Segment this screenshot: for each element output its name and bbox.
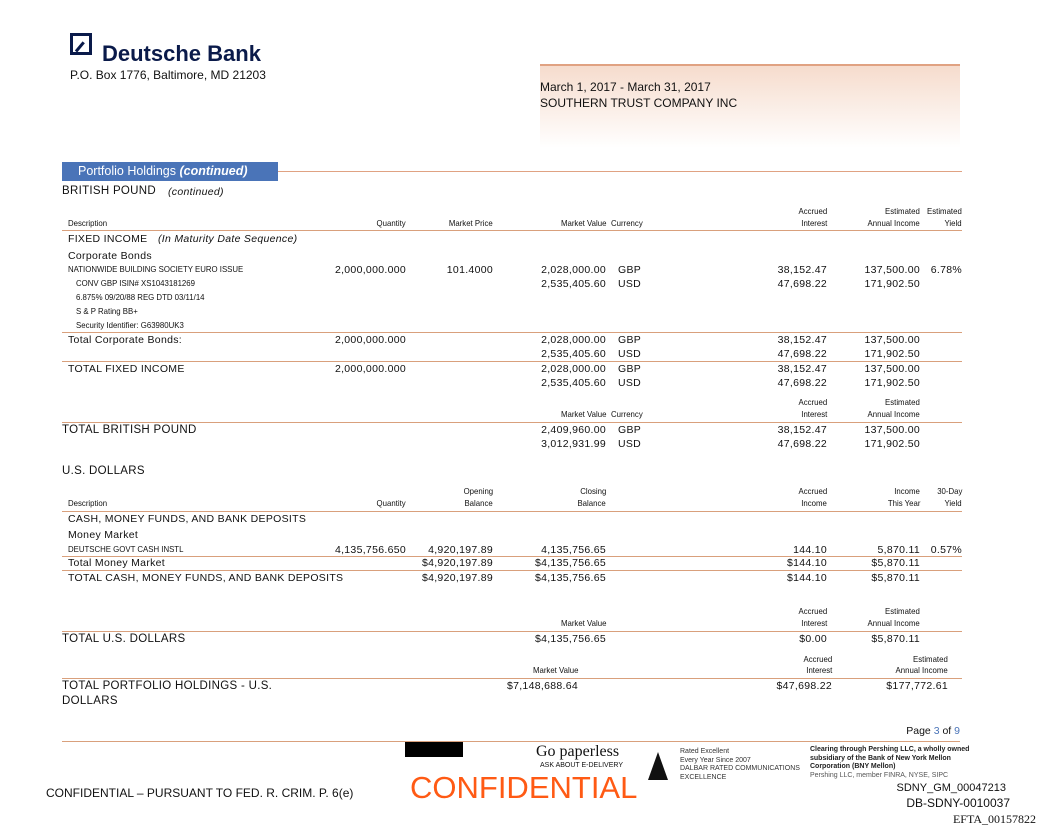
portfolio-total-label-line1: TOTAL PORTFOLIO HOLDINGS - U.S. [62, 680, 273, 692]
holding-price: 101.4000 [446, 264, 493, 276]
headers-annual-income: Annual Income [867, 218, 920, 228]
total-cash-label: TOTAL CASH, MONEY FUNDS, AND BANK DEPOSITS [68, 572, 344, 584]
holding-description-line: NATIONWIDE BUILDING SOCIETY EURO ISSUE [68, 264, 244, 274]
total-int-usd: 47,698.22 [777, 438, 827, 450]
dalbar-line: EXCELLENCE [680, 773, 727, 781]
total-headers-accrued: Accrued [798, 397, 827, 407]
account-name: SOUTHERN TRUST COMPANY INC [540, 96, 738, 110]
holding-inc-gbp: 137,500.00 [864, 264, 920, 276]
holding-int-gbp: 38,152.47 [777, 264, 827, 276]
total-corp-mv-usd: 2,535,405.60 [541, 348, 606, 360]
edelivery: ASK ABOUT E-DELIVERY [540, 762, 623, 769]
headers-this-year: This Year [887, 498, 920, 508]
subcategory-heading: Corporate Bonds [68, 250, 152, 262]
headers-market-value: Market Value [560, 218, 606, 228]
efta-number: EFTA_00157822 [952, 812, 1036, 826]
bates-number-1: SDNY_GM_00047213 [896, 782, 1006, 794]
headers-yield: Yield [944, 498, 962, 508]
total-interest: $0.00 [799, 633, 827, 645]
total-headers-estimated: Estimated [885, 606, 920, 616]
total-mm-closing: $4,135,756.65 [534, 557, 606, 569]
row-divider [62, 511, 962, 512]
headers-annual-income: Annual Income [895, 665, 948, 675]
statement-period: March 1, 2017 - March 31, 2017 [540, 80, 711, 94]
holding-description-line: CONV GBP ISIN# XS1043181269 [76, 278, 195, 288]
section-title-text: Portfolio Holdings [78, 164, 176, 178]
total-inc-gbp: 137,500.00 [864, 424, 920, 436]
total-headers-interest: Interest [800, 409, 827, 419]
headers-accrued: Accrued [798, 206, 827, 216]
headers-currency: Currency [611, 218, 643, 228]
deutsche-bank-logo-icon [70, 33, 92, 55]
total-mm-opening: $4,920,197.89 [421, 557, 493, 569]
headers-market-price: Market Price [449, 218, 493, 228]
headers-estimated: Estimated [913, 654, 948, 664]
category-heading: CASH, MONEY FUNDS, AND BANK DEPOSITS [68, 513, 307, 525]
footer-rule [62, 741, 960, 742]
portfolio-total-annual-income: $177,772.61 [886, 680, 948, 692]
dalbar-line: DALBAR RATED COMMUNICATIONS [680, 765, 800, 772]
holding-mv-usd: 2,535,405.60 [541, 278, 606, 290]
holding-quantity: 2,000,000.000 [334, 264, 406, 276]
holding-description: DEUTSCHE GOVT CASH INSTL [68, 544, 184, 554]
dalbar-text [680, 748, 800, 782]
headers-balance1: Balance [464, 498, 493, 508]
headers-yield: Yield [944, 218, 962, 228]
holding-closing: 4,135,756.65 [541, 544, 606, 556]
bates-number-2: DB-SDNY-0010037 [906, 796, 1010, 810]
row-divider [62, 678, 962, 679]
headers-opening: Opening [463, 486, 493, 496]
total-mm-this-year: $5,870.11 [871, 557, 920, 569]
total-fixed-label: TOTAL FIXED INCOME [68, 363, 185, 375]
clearing-line: Pershing LLC, member FINRA, NYSE, SIPC [810, 771, 949, 779]
holding-this-year: 5,870.11 [877, 544, 920, 556]
total-mm-income: $144.10 [786, 557, 827, 569]
clearing-line: subsidiary of the Bank of New York Mellon [810, 754, 951, 762]
total-mv-gbp: 2,409,960.00 [541, 424, 606, 436]
total-mv-usd: 3,012,931.99 [541, 438, 606, 450]
total-cur1: GBP [618, 424, 642, 436]
currency-section-suffix: (continued) [168, 186, 224, 198]
clearing-line: Clearing through Pershing LLC, a wholly owned [810, 746, 970, 753]
category-note: (In Maturity Date Sequence) [158, 233, 298, 245]
portfolio-total-label-line2: DOLLARS [62, 695, 118, 707]
holding-description-line: 6.875% 09/20/88 REG DTD 03/11/14 [76, 292, 205, 302]
total-fixed-inc-gbp: 137,500.00 [864, 363, 920, 375]
holding-yield: 6.78% [930, 264, 962, 276]
total-fixed-quantity: 2,000,000.000 [334, 363, 406, 375]
dalbar-line: Every Year Since 2007 [680, 756, 751, 764]
headers-balance2: Balance [577, 498, 606, 508]
total-headers-annual-income: Annual Income [867, 409, 920, 419]
total-headers-market-value: Market Value [560, 409, 606, 419]
total-label: TOTAL U.S. DOLLARS [62, 633, 186, 645]
section-rule [278, 171, 962, 172]
total-fixed-int-usd: 47,698.22 [777, 377, 827, 389]
currency-section-title: U.S. DOLLARS [62, 465, 145, 477]
total-corp-inc-gbp: 137,500.00 [864, 334, 920, 346]
headers-market-value: Market Value [532, 665, 578, 675]
category-heading: FIXED INCOME [68, 233, 148, 245]
currency-section-title: BRITISH POUND [62, 185, 156, 197]
holding-cur2: USD [618, 278, 642, 290]
bank-name: Deutsche Bank [102, 41, 261, 66]
holding-income: 144.10 [793, 544, 827, 556]
total-fixed-inc-usd: 171,902.50 [864, 377, 920, 389]
total-corp-mv-gbp: 2,028,000.00 [541, 334, 606, 346]
total-corp-cur1: GBP [618, 334, 642, 346]
total-fixed-int-gbp: 38,152.47 [777, 363, 827, 375]
total-headers-accrued: Accrued [798, 606, 827, 616]
go-paperless: Go paperless [536, 743, 620, 760]
headers-accrued: Accrued [798, 486, 827, 496]
total-corp-quantity: 2,000,000.000 [334, 334, 406, 346]
total-annual-income: $5,870.11 [871, 633, 920, 645]
row-divider [62, 570, 962, 571]
headers-quantity: Quantity [376, 218, 406, 228]
row-divider [62, 631, 962, 632]
page-total: 9 [954, 725, 960, 737]
holding-inc-usd: 171,902.50 [864, 278, 920, 290]
headers-interest: Interest [800, 218, 827, 228]
clearing-line: Corporation (BNY Mellon) [810, 763, 896, 770]
holding-quantity: 4,135,756.650 [334, 544, 406, 556]
total-headers-annual-income: Annual Income [867, 618, 920, 628]
clearing-text [810, 746, 969, 780]
row-divider [62, 422, 962, 423]
total-corp-int-gbp: 38,152.47 [777, 334, 827, 346]
holding-description-line: Security Identifier: G63980UK3 [76, 320, 184, 330]
headers-day30: 30-Day [936, 486, 962, 496]
headers-income: Income [894, 486, 920, 496]
total-fixed-cur2: USD [618, 377, 642, 389]
headers-description: Description [68, 218, 108, 228]
holding-int-usd: 47,698.22 [777, 278, 827, 290]
total-headers-interest: Interest [800, 618, 827, 628]
section-title [78, 165, 248, 178]
confidential-notice: CONFIDENTIAL – PURSUANT TO FED. R. CRIM. P. 6(e) [46, 786, 354, 800]
total-headers-estimated: Estimated [885, 397, 920, 407]
total-cash-opening: $4,920,197.89 [421, 572, 493, 584]
dalbar-line: Rated Excellent [680, 748, 730, 755]
total-cur2: USD [618, 438, 642, 450]
row-divider [62, 556, 962, 557]
headers-closing: Closing [579, 486, 606, 496]
total-corp-cur2: USD [618, 348, 642, 360]
page-of: of [942, 725, 952, 737]
row-divider [62, 332, 962, 333]
row-divider [62, 230, 962, 231]
holding-mv-gbp: 2,028,000.00 [541, 264, 606, 276]
page-prefix: Page [906, 725, 931, 737]
total-inc-usd: 171,902.50 [864, 438, 920, 450]
subcategory-heading: Money Market [68, 529, 139, 541]
holding-opening: 4,920,197.89 [428, 544, 493, 556]
bank-address: P.O. Box 1776, Baltimore, MD 21203 [70, 68, 266, 82]
total-int-gbp: 38,152.47 [777, 424, 827, 436]
total-corp-label: Total Corporate Bonds: [68, 334, 182, 346]
total-cash-income: $144.10 [786, 572, 827, 584]
headers-estimated1: Estimated [885, 206, 920, 216]
total-fixed-mv-usd: 2,535,405.60 [541, 377, 606, 389]
total-fixed-cur1: GBP [618, 363, 642, 375]
holding-cur1: GBP [618, 264, 642, 276]
headers-income2: Income [801, 498, 827, 508]
total-headers-currency: Currency [611, 409, 643, 419]
total-corp-int-usd: 47,698.22 [777, 348, 827, 360]
headers-estimated2: Estimated [927, 206, 962, 216]
section-title-suffix: (continued) [179, 164, 248, 178]
total-mm-label: Total Money Market [68, 557, 166, 569]
total-market-value: $4,135,756.65 [534, 633, 606, 645]
total-cash-closing: $4,135,756.65 [534, 572, 606, 584]
total-fixed-mv-gbp: 2,028,000.00 [541, 363, 606, 375]
dalbar-logo-icon [648, 752, 668, 780]
headers-quantity: Quantity [376, 498, 406, 508]
page-current: 3 [933, 725, 940, 737]
redaction-box [405, 742, 463, 757]
total-headers-market-value: Market Value [560, 618, 606, 628]
headers-description: Description [68, 498, 108, 508]
total-cash-this-year: $5,870.11 [871, 572, 920, 584]
total-corp-inc-usd: 171,902.50 [864, 348, 920, 360]
row-divider [62, 361, 962, 362]
holding-description-line: S & P Rating BB+ [76, 306, 138, 316]
portfolio-total-market-value: $7,148,688.64 [506, 680, 578, 692]
confidential-stamp: CONFIDENTIAL [410, 770, 638, 805]
holding-yield: 0.57% [930, 544, 962, 556]
total-label: TOTAL BRITISH POUND [62, 424, 197, 436]
headers-accrued: Accrued [803, 654, 832, 664]
portfolio-total-interest: $47,698.22 [776, 680, 832, 692]
page-number [906, 726, 960, 737]
headers-interest: Interest [805, 665, 832, 675]
